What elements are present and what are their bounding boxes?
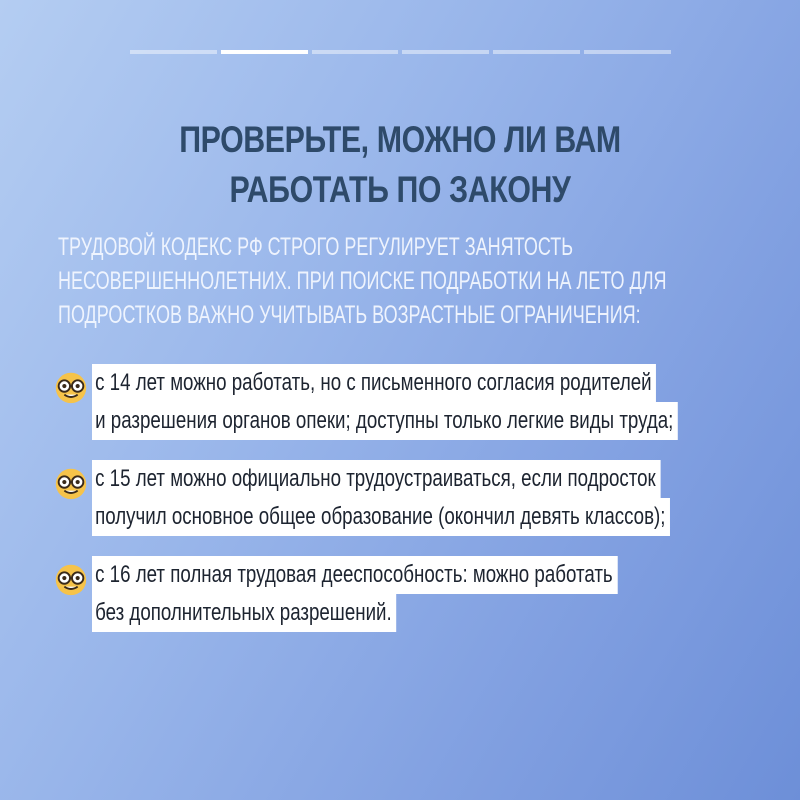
list-item-line-2: без дополнительных разрешений. <box>92 594 396 632</box>
list-item-line-2: получил основное общее образование (окончил девять классов); <box>92 498 670 536</box>
progress-segment-2 <box>221 50 308 54</box>
progress-segment-3 <box>312 50 399 54</box>
progress-segment-4 <box>402 50 489 54</box>
list-item-line-1: с 16 лет полная трудовая дееспособность: можно работать <box>92 556 617 594</box>
list-item-text <box>92 460 778 536</box>
intro-line-1: ТРУДОВОЙ КОДЕКС РФ СТРОГО РЕГУЛИРУЕТ ЗАНЯТОСТЬ <box>58 233 574 261</box>
list-item-line-2: и разрешения органов опеки; доступны только легкие виды труда; <box>92 402 678 440</box>
intro-line-3: ПОДРОСТКОВ ВАЖНО УЧИТЫВАТЬ ВОЗРАСТНЫЕ ОГРАНИЧЕНИЯ: <box>58 301 641 329</box>
nerd-face-icon <box>52 560 90 598</box>
list-item-line-1: с 15 лет можно официально трудоустраиваться, если подросток <box>92 460 660 498</box>
page-title <box>72 115 728 215</box>
nerd-face-icon <box>52 464 90 502</box>
story-progress-bar <box>130 50 671 54</box>
progress-segment-1 <box>130 50 217 54</box>
list-item-text <box>92 556 778 632</box>
progress-segment-6 <box>584 50 671 54</box>
title-line-2: РАБОТАТЬ ПО ЗАКОНУ <box>229 169 571 210</box>
nerd-face-icon <box>52 368 90 406</box>
list-item-text <box>92 364 778 440</box>
intro-text <box>58 230 706 332</box>
intro-line-2: НЕСОВЕРШЕННОЛЕТНИХ. ПРИ ПОИСКЕ ПОДРАБОТКИ НА ЛЕТО ДЛЯ <box>58 267 667 295</box>
progress-segment-5 <box>493 50 580 54</box>
list-item-line-1: с 14 лет можно работать, но с письменного согласия родителей <box>92 364 656 402</box>
title-line-1: ПРОВЕРЬТЕ, МОЖНО ЛИ ВАМ <box>179 119 621 160</box>
